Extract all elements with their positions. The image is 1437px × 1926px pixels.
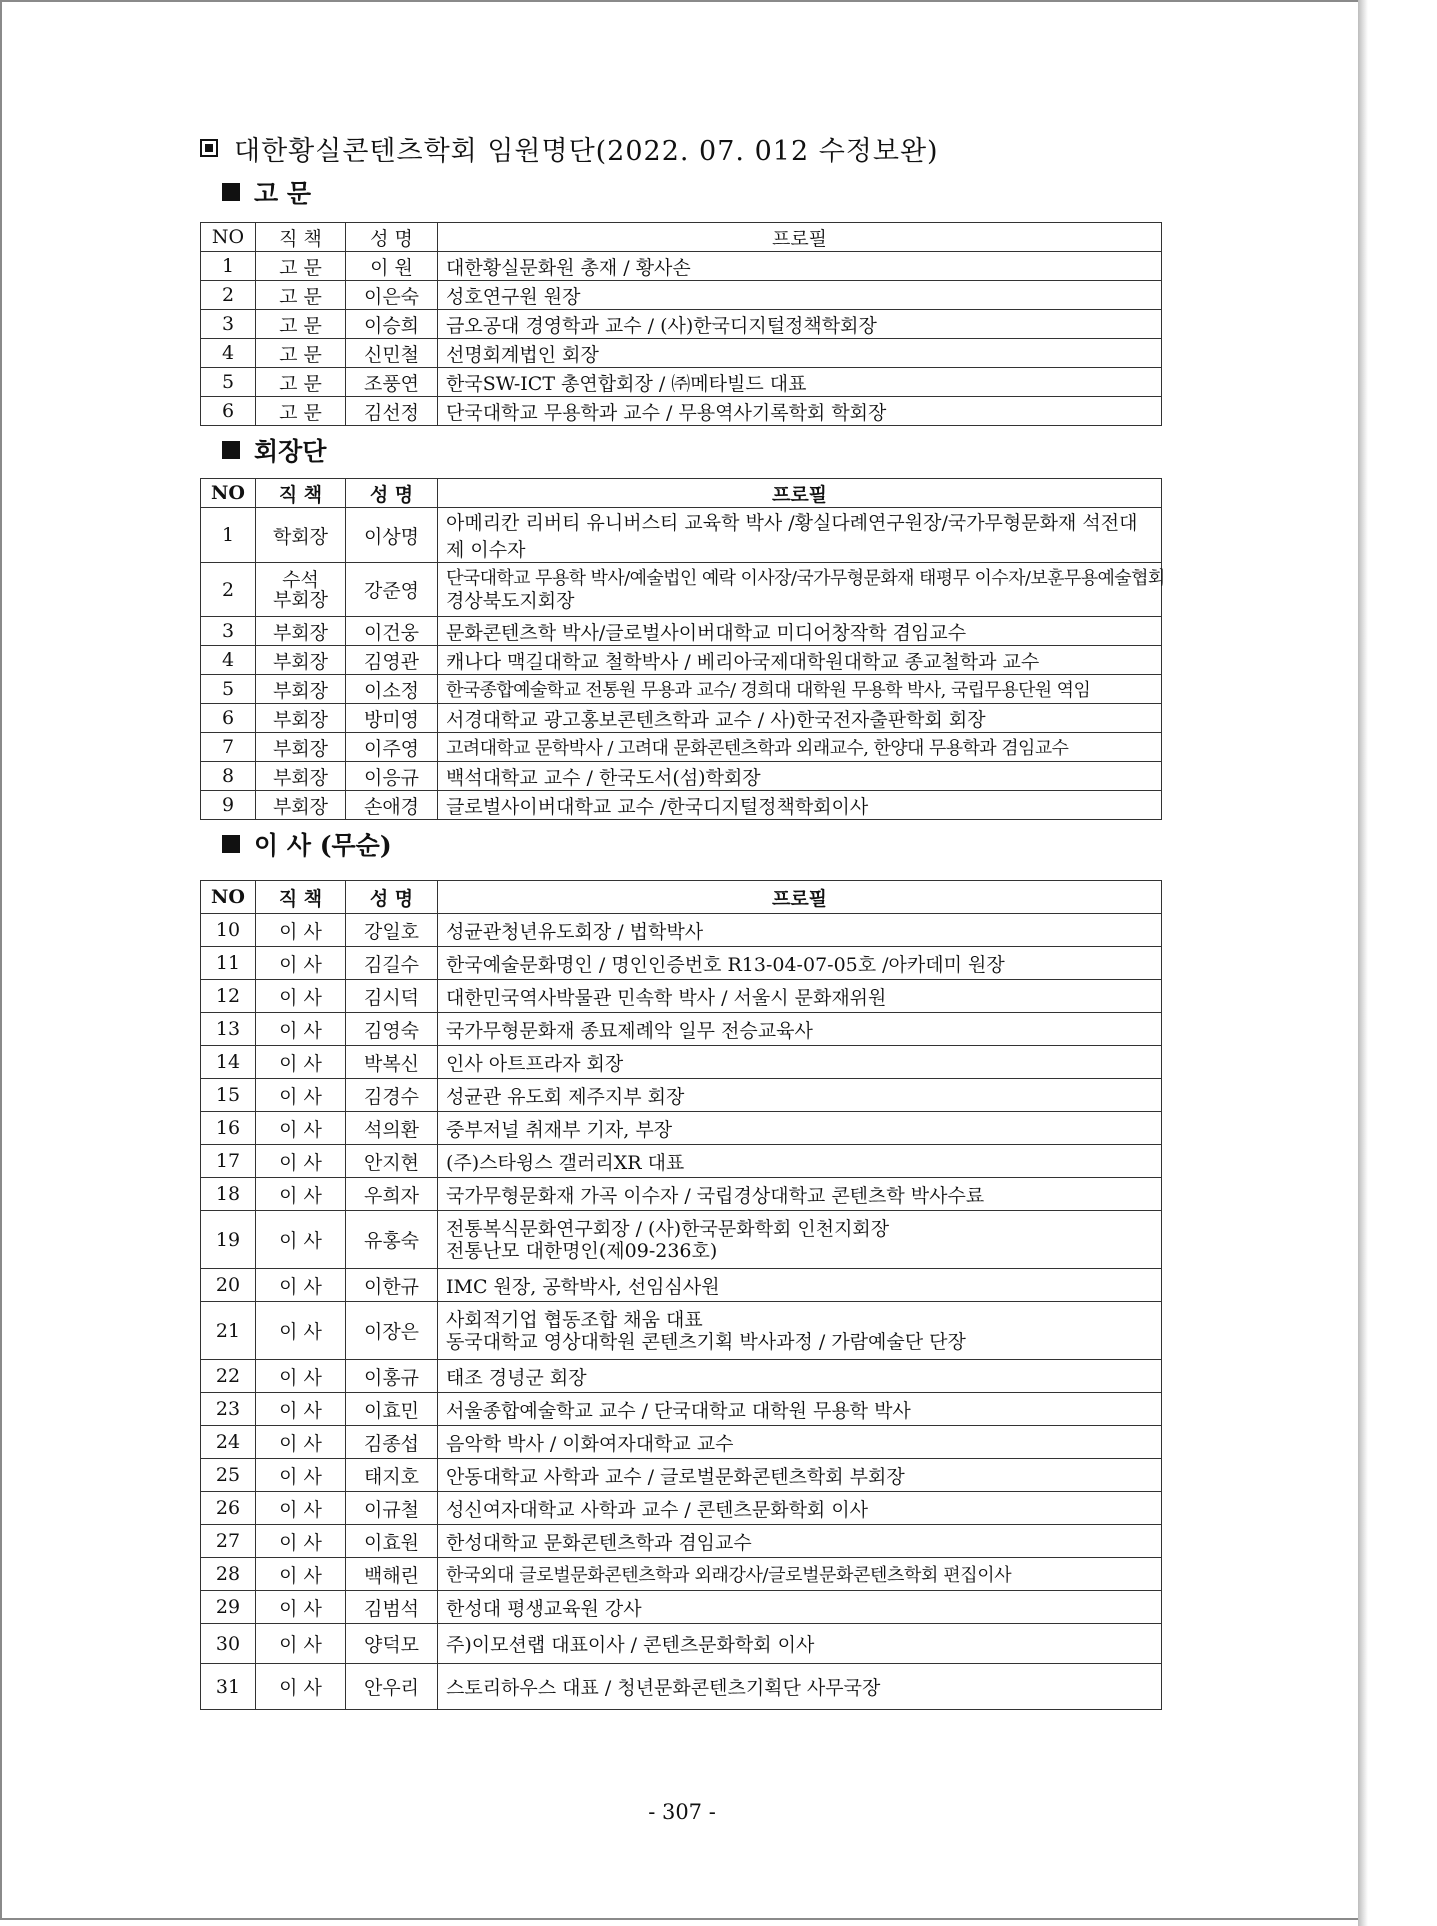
directors-table <box>200 880 1162 1710</box>
table-row: 1 학회장 이상명 아메리칸 리버티 유니버스티 교육학 박사 /황실다례연구원장/국가무형문화재 석전대제 이수자 <box>201 508 1162 563</box>
table-row: 2 고 문 이은숙 성호연구원 원장 <box>201 281 1162 310</box>
table-row: 12 이 사 김시덕 대한민국역사박물관 민속학 박사 / 서울시 문화재위원 <box>201 980 1162 1013</box>
table-header-row <box>201 881 1162 914</box>
table-row: 22 이 사 이홍규 태조 경녕군 회장 <box>201 1360 1162 1393</box>
table-row: 4 고 문 신민철 선명회계법인 회장 <box>201 339 1162 368</box>
filled-square-icon <box>222 835 240 853</box>
page-edge-shadow <box>1358 0 1368 1926</box>
table-row: 29 이 사 김범석 한성대 평생교육원 강사 <box>201 1591 1162 1624</box>
table-row: 2 수석 부회장 강준영 단국대학교 무용학 박사/예술법인 예락 이사장/국가무형문화재 태평무 이수자/보훈무용예술협회 경상북도지회장 <box>201 563 1162 617</box>
filled-square-icon <box>222 441 240 459</box>
col-no: NO <box>201 479 256 508</box>
table-row: 3 부회장 이건웅 문화콘텐츠학 박사/글로벌사이버대학교 미디어창작학 겸임교수 <box>201 617 1162 646</box>
filled-square-icon <box>222 183 240 201</box>
col-role: 직 책 <box>256 881 346 914</box>
table-row: 5 부회장 이소정 한국종합예술학교 전통원 무용과 교수/ 경희대 대학원 무용학 박사, 국립무용단원 역임 <box>201 675 1162 704</box>
table-row: 8 부회장 이응규 백석대학교 교수 / 한국도서(섬)학회장 <box>201 762 1162 791</box>
table-row: 11 이 사 김길수 한국예술문화명인 / 명인인증번호 R13-04-07-05호 /아카데미 원장 <box>201 947 1162 980</box>
table-row: 19 이 사 유홍숙 전통복식문화연구회장 / (사)한국문화학회 인천지회장 전통난모 대한명인(제09-236호) <box>201 1211 1162 1269</box>
square-bullet-icon <box>200 139 218 157</box>
table-row: 26 이 사 이규철 성신여자대학교 사학과 교수 / 콘텐츠문화학회 이사 <box>201 1492 1162 1525</box>
table-row: 1 고 문 이 원 대한황실문화원 총재 / 황사손 <box>201 252 1162 281</box>
document-title-text: 대한황실콘텐츠학회 임원명단(2022. 07. 012 수정보완) <box>234 135 939 167</box>
table-row: 25 이 사 태지호 안동대학교 사학과 교수 / 글로벌문화콘텐츠학회 부회장 <box>201 1459 1162 1492</box>
page-number: - 307 - <box>648 1800 716 1824</box>
table-header-row <box>201 223 1162 252</box>
advisors-table <box>200 222 1162 426</box>
col-profile: 프로필 <box>438 881 1162 914</box>
col-name: 성 명 <box>346 479 438 508</box>
col-role: 직 책 <box>256 479 346 508</box>
table-row: 17 이 사 안지현 (주)스타윙스 갤러리XR 대표 <box>201 1145 1162 1178</box>
table-row: 18 이 사 우희자 국가무형문화재 가곡 이수자 / 국립경상대학교 콘텐츠학 박사수료 <box>201 1178 1162 1211</box>
table-row: 7 부회장 이주영 고려대학교 문학박사 / 고려대 문화콘텐츠학과 외래교수, 한양대 무용학과 겸임교수 <box>201 733 1162 762</box>
table-row: 6 부회장 방미영 서경대학교 광고홍보콘텐츠학과 교수 / 사)한국전자출판학회 회장 <box>201 704 1162 733</box>
table-row: 13 이 사 김영숙 국가무형문화재 종묘제례악 일무 전승교육사 <box>201 1013 1162 1046</box>
table-row: 30 이 사 양덕모 주)이모션랩 대표이사 / 콘텐츠문화학회 이사 <box>201 1624 1162 1664</box>
table-header-row <box>201 479 1162 508</box>
table-row: 5 고 문 조풍연 한국SW-ICT 총연합회장 / ㈜메타빌드 대표 <box>201 368 1162 397</box>
table-row: 27 이 사 이효원 한성대학교 문화콘텐츠학과 겸임교수 <box>201 1525 1162 1558</box>
section-heading-directors: 이 사 (무순) <box>222 824 1166 864</box>
table-row: 6 고 문 김선정 단국대학교 무용학과 교수 / 무용역사기록학회 학회장 <box>201 397 1162 426</box>
section-heading-presidents: 회장단 <box>222 430 1166 470</box>
col-no: NO <box>201 223 256 252</box>
table-row: 28 이 사 백해린 한국외대 글로벌문화콘텐츠학과 외래강사/글로벌문화콘텐츠학회 편집이사 <box>201 1558 1162 1591</box>
table-row: 15 이 사 김경수 성균관 유도회 제주지부 회장 <box>201 1079 1162 1112</box>
col-role: 직 책 <box>256 223 346 252</box>
table-row: 3 고 문 이승희 금오공대 경영학과 교수 / (사)한국디지털정책학회장 <box>201 310 1162 339</box>
col-profile: 프로필 <box>438 223 1162 252</box>
col-name: 성 명 <box>346 223 438 252</box>
table-row: 4 부회장 김영관 캐나다 맥길대학교 철학박사 / 베리아국제대학원대학교 종교철학과 교수 <box>201 646 1162 675</box>
document-content <box>200 128 1166 1710</box>
table-row: 10 이 사 강일호 성균관청년유도회장 / 법학박사 <box>201 914 1162 947</box>
col-no: NO <box>201 881 256 914</box>
table-row: 31 이 사 안우리 스토리하우스 대표 / 청년문화콘텐츠기획단 사무국장 <box>201 1664 1162 1710</box>
table-row: 20 이 사 이한규 IMC 원장, 공학박사, 선임심사원 <box>201 1269 1162 1302</box>
table-row: 16 이 사 석의환 중부저널 취재부 기자, 부장 <box>201 1112 1162 1145</box>
section-heading-advisors: 고 문 <box>222 172 1166 212</box>
col-profile: 프로필 <box>438 479 1162 508</box>
table-row: 9 부회장 손애경 글로벌사이버대학교 교수 /한국디지털정책학회이사 <box>201 791 1162 820</box>
table-row: 23 이 사 이효민 서울종합예술학교 교수 / 단국대학교 대학원 무용학 박사 <box>201 1393 1162 1426</box>
table-row: 24 이 사 김종섭 음악학 박사 / 이화여자대학교 교수 <box>201 1426 1162 1459</box>
presidents-table <box>200 478 1165 820</box>
col-name: 성 명 <box>346 881 438 914</box>
table-row: 21 이 사 이장은 사회적기업 협동조합 채움 대표 동국대학교 영상대학원 콘텐츠기획 박사과정 / 가람예술단 단장 <box>201 1302 1162 1360</box>
document-title <box>200 128 1166 168</box>
table-row: 14 이 사 박복신 인사 아트프라자 회장 <box>201 1046 1162 1079</box>
